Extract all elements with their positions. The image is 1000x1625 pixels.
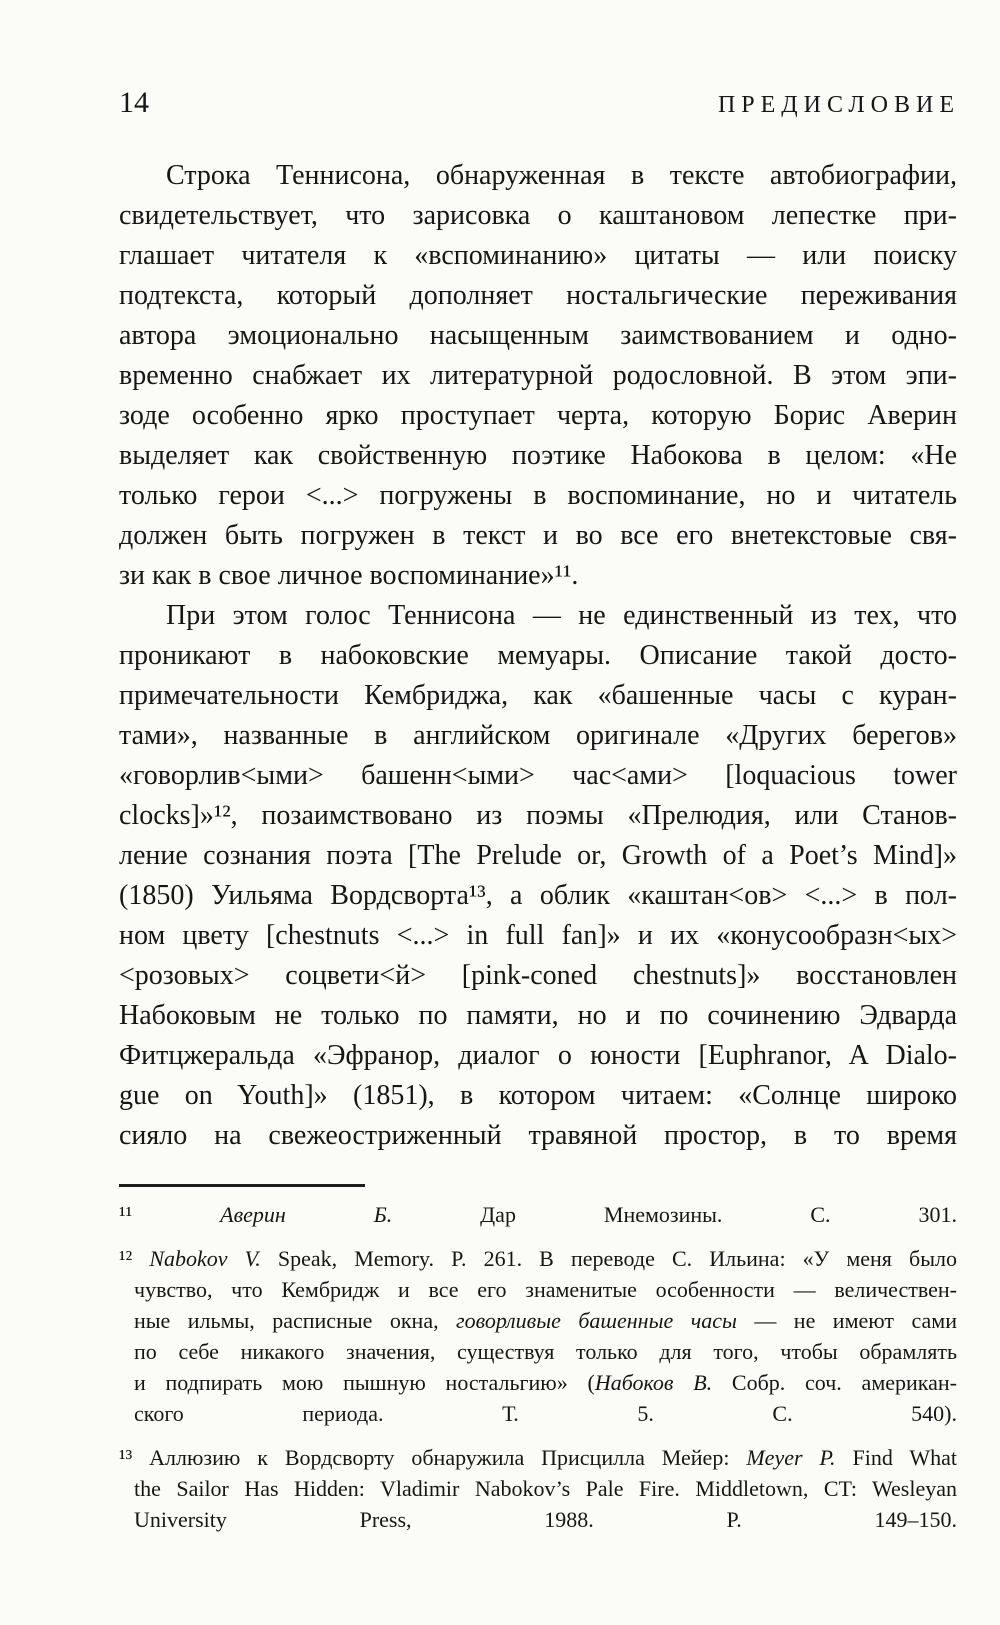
text-line: gue on Youth]» (1851), в котором читаем: «Солнце широко [119,1080,957,1111]
text-line: ном цвету [chestnuts <...> in full fan]» и их «конусообразн<ых> [119,920,957,951]
text-line: the Sailor Has Hidden: Vladimir Nabokov’s Pale Fire. Middletown, CT: Wesleyan [134,1476,957,1501]
running-head: ПРЕДИСЛОВИЕ [717,92,960,118]
text-line: ление сознания поэта [The Prelude or, Growth of a Poet’s Mind]» [119,840,957,871]
footnotes-block [119,1199,957,1535]
text-line: ¹¹ Аверин Б. Дар Мнемозины. С. 301. [119,1202,957,1227]
text-line: Набоковым не только по памяти, но и по сочинению Эдварда [119,1000,957,1031]
text-line: подтекста, который дополняет ностальгические переживания [119,280,957,311]
body-text [119,156,957,1156]
footnote-divider [119,1184,365,1187]
text-line: clocks]»¹², позаимствовано из поэмы «Прелюдия, или Станов- [119,800,957,831]
text-line: ¹³ Аллюзию к Вордсворту обнаружила Присцилла Мейер: Meyer P. Find What [119,1445,957,1470]
text-line: (1850) Уильяма Вордсворта¹³, а облик «каштан<ов> <...> в пол- [119,880,957,911]
text-line: автора эмоционально насыщенным заимствованием и одно- [119,320,957,351]
text-line: зоде особенно ярко проступает черта, которую Борис Аверин [119,400,957,431]
text-line: проникают в набоковские мемуары. Описание такой досто- [119,640,957,671]
text-line: зи как в свое личное воспоминание»¹¹. [119,560,579,591]
paragraph-2 [119,596,957,1156]
footnote-11 [119,1199,957,1230]
text-line: примечательности Кембриджа, как «башенные часы с куран- [119,680,957,711]
text-line: «говорлив<ыми> башенн<ыми> час<ами> [loquacious tower [119,760,957,791]
text-line: только герои <...> погружены в воспоминание, но и читатель [119,480,957,511]
paragraph-1 [119,156,957,596]
text-line: сияло на свежеостриженный травяной простор, в то время [119,1120,957,1151]
text-line: University Press, 1988. P. 149–150. [134,1507,957,1532]
footnote-13 [119,1442,957,1535]
text-line: ¹² Nabokov V. Speak, Memory. P. 261. В переводе С. Ильина: «У меня было [119,1246,957,1271]
text-line: свидетельствует, что зарисовка о каштановом лепестке при- [119,200,957,231]
text-line: ского периода. Т. 5. С. 540). [134,1401,957,1426]
text-line: должен быть погружен в текст и во все его внетекстовые свя- [119,520,957,551]
text-line: Фитцжеральда «Эфранор, диалог о юности [Euphranor, A Dialo- [119,1040,957,1071]
text-line: временно снабжает их литературной родословной. В этом эпи- [119,360,957,391]
text-line: <розовых> соцвети<й> [pink-coned chestnuts]» восстановлен [119,960,957,991]
text-line: тами», названные в английском оригинале «Других берегов» [119,720,957,751]
page-number: 14 [119,86,149,119]
text-line: и подпирать мою пышную ностальгию» (Набоков В. Собр. соч. американ- [134,1370,957,1395]
footnote-12 [119,1243,957,1429]
text-line: по себе никакого значения, существуя только для того, чтобы обрамлять [134,1339,957,1364]
text-line: чувство, что Кембридж и все его знаменитые особенности — величествен- [134,1277,957,1302]
text-line: глашает читателя к «вспоминанию» цитаты — или поиску [119,240,957,271]
text-line: Строка Теннисона, обнаруженная в тексте автобиографии, [166,160,957,191]
text-line: выделяет как свойственную поэтике Набокова в целом: «Не [119,440,957,471]
text-line: ные ильмы, расписные окна, говорливые башенные часы — не имеют сами [134,1308,957,1333]
text-line: При этом голос Теннисона — не единственный из тех, что [166,600,957,631]
